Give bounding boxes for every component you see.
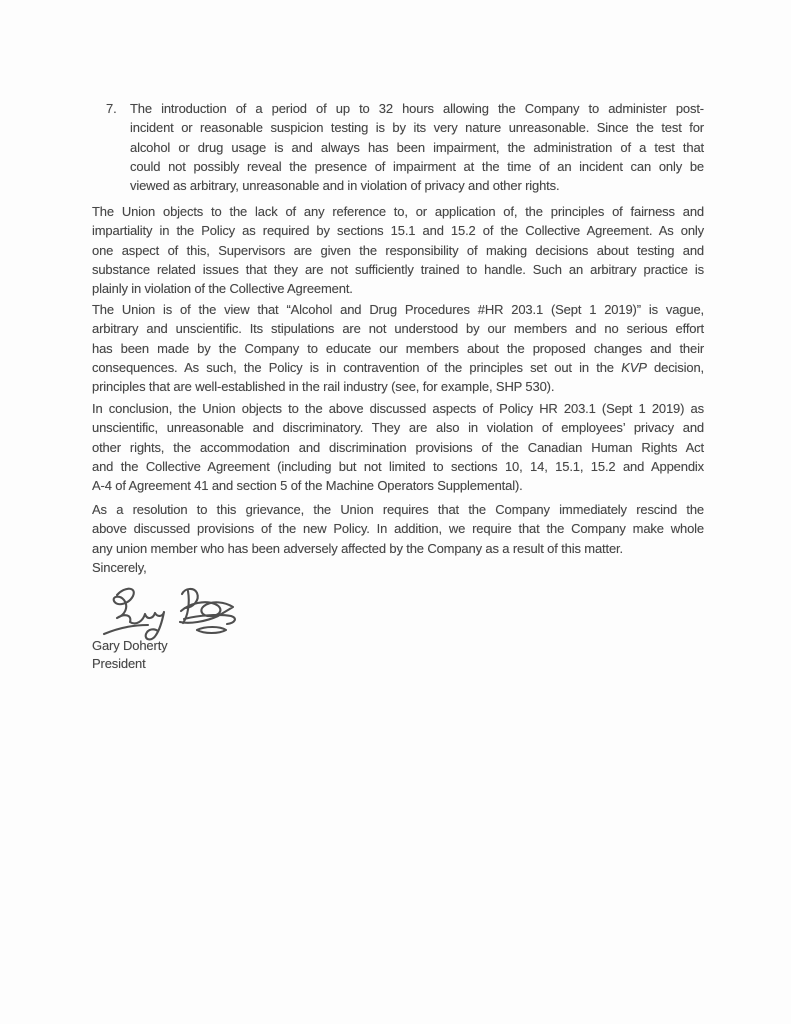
signer-title: President: [92, 655, 146, 671]
text-line: principles that are well-established in the rail industry (see, for example, SHP 530).: [92, 379, 555, 395]
list-item-number: 7.: [106, 101, 117, 116]
paragraph-union-objects-fairness: [92, 202, 704, 298]
text-line: A-4 of Agreement 41 and section 5 of the Machine Operators Supplemental).: [92, 478, 523, 494]
text-line: alcohol or drug usage is and always has been impairment, the administration of a test that: [130, 139, 704, 155]
text-line: could not possibly reveal the presence of impairment at the time of an incident can only be: [130, 158, 704, 174]
paragraph-policy-vague-kvp: [92, 300, 704, 396]
paragraph-conclusion: [92, 399, 704, 495]
text-line: The Union objects to the lack of any reference to, or application of, the principles of fairness and: [92, 204, 704, 219]
text-line: above discussed provisions of the new Policy. In addition, we require that the Company make whole: [92, 521, 704, 537]
text-line: consequences. As such, the Policy is in contravention of the principles set out in the KVP decision,: [92, 359, 705, 375]
text-line: any union member who has been adversely affected by the Company as a result of this matter.: [92, 540, 623, 556]
text-line: plainly in violation of the Collective Agreement.: [92, 281, 353, 297]
text-line: one aspect of this, Supervisors are given the responsibility of making decisions about testing and: [92, 242, 704, 258]
text-line: arbitrary and unscientific. Its stipulations are not understood by our members and no serious effort: [92, 321, 704, 337]
text-line: In conclusion, the Union objects to the above discussed aspects of Policy HR 203.1 (Sept 1 2019) as: [92, 401, 704, 416]
paragraph-resolution: [92, 500, 704, 558]
text-line: The Union is of the view that “Alcohol and Drug Procedures #HR 203.1 (Sept 1 2019)” is vague,: [92, 302, 704, 317]
text-line: and the Collective Agreement (including but not limited to sections 10, 14, 15.1, 15.2 and Appendix: [92, 458, 704, 474]
signature-block: [92, 637, 352, 672]
text-line: other rights, the accommodation and discrimination provisions of the Canadian Human Rights Act: [92, 439, 704, 455]
list-item-7-text: [130, 99, 704, 195]
text-line: has been made by the Company to educate our members about the proposed changes and their: [92, 340, 704, 356]
text-line: impartiality in the Policy as required by sections 15.1 and 15.2 of the Collective Agreement. As only: [92, 223, 704, 239]
text-line: The introduction of a period of up to 32 hours allowing the Company to administer post-: [130, 101, 704, 116]
closing-salutation: Sincerely,: [92, 560, 147, 575]
signer-name: Gary Doherty: [92, 638, 168, 653]
text-line: viewed as arbitrary, unreasonable and in violation of privacy and other rights.: [130, 178, 560, 194]
text-line: unscientific, unreasonable and discriminatory. They are also in violation of employees’ privacy and: [92, 420, 704, 436]
text-line: As a resolution to this grievance, the Union requires that the Company immediately rescind the: [92, 502, 704, 517]
text-line: substance related issues that they are not sufficiently trained to handle. Such an arbitrary practice is: [92, 261, 704, 277]
text-line: incident or reasonable suspicion testing is by its very nature unreasonable. Since the test for: [130, 120, 704, 136]
